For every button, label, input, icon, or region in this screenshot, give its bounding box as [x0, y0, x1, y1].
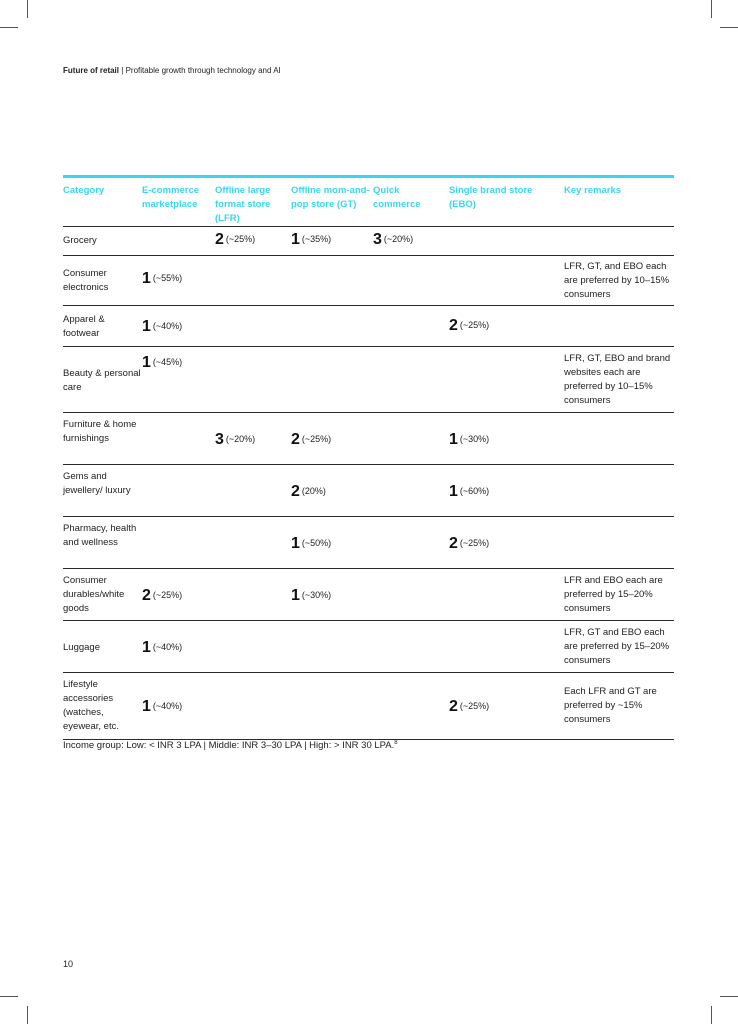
share-value: (~55%) [152, 273, 183, 283]
rank-value: 3 [215, 431, 224, 448]
rank-value: 1 [291, 587, 300, 604]
footnote-reference: 8 [394, 740, 398, 746]
remark-cell: LFR, GT, and EBO each are preferred by 10–15% consumers [564, 261, 670, 300]
rank-value: 1 [142, 698, 151, 715]
table-row [63, 621, 674, 673]
table-row [63, 569, 674, 621]
column-header-gt: Offline mom-and-pop store (GT) [291, 185, 370, 210]
category-cell: Consumer electronics [63, 268, 109, 293]
running-header [63, 66, 281, 75]
remark-cell: LFR and EBO each are preferred by 15–20% consumers [564, 575, 663, 614]
table-row [63, 673, 674, 740]
rank-value: 2 [291, 483, 300, 500]
page-number: 10 [63, 959, 74, 969]
category-cell: Beauty & personal care [63, 368, 141, 393]
rank-cell [449, 536, 561, 551]
table-row [63, 227, 674, 256]
table-row [63, 347, 674, 413]
table-row [63, 465, 674, 517]
column-header-ecommerce: E-commerce marketplace [142, 185, 200, 210]
channel-preference-table [63, 175, 674, 740]
crop-mark [720, 27, 738, 28]
crop-mark [27, 1006, 28, 1024]
share-value: (~20%) [383, 234, 414, 244]
share-value: (~30%) [459, 434, 490, 444]
share-value: (~25%) [301, 434, 332, 444]
rank-cell [142, 588, 214, 603]
rank-value: 2 [142, 587, 151, 604]
share-value: (~25%) [459, 701, 490, 711]
table-row [63, 256, 674, 306]
share-value: (~35%) [301, 234, 332, 244]
share-value: (~25%) [152, 590, 183, 600]
rank-cell [142, 699, 214, 714]
rank-cell [142, 271, 214, 286]
share-value: (~20%) [225, 434, 256, 444]
rank-cell [142, 640, 214, 655]
remark-cell: Each LFR and GT are preferred by ~15% consumers [564, 686, 657, 725]
share-value: (20%) [301, 486, 326, 496]
rank-value: 2 [291, 431, 300, 448]
rank-cell [215, 232, 289, 247]
rank-value: 3 [373, 231, 382, 248]
category-cell: Lifestyle accessories (watches, eyewear, etc. [63, 679, 119, 732]
rank-cell [291, 588, 371, 603]
header-separator: | [121, 66, 124, 75]
header-subtitle: Profitable growth through technology and AI [125, 66, 281, 75]
rank-value: 1 [142, 639, 151, 656]
table-row [63, 413, 674, 465]
share-value: (~40%) [152, 701, 183, 711]
rank-value: 1 [449, 431, 458, 448]
crop-mark [720, 996, 738, 997]
rank-cell [449, 432, 561, 447]
crop-mark [711, 0, 712, 18]
rank-cell [142, 355, 214, 370]
income-group-note [63, 740, 398, 751]
note-text: Income group: Low: < INR 3 LPA | Middle: INR 3–30 LPA | High: > INR 30 LPA. [63, 740, 395, 752]
rank-value: 1 [449, 483, 458, 500]
column-header-ebo: Single brand store (EBO) [449, 185, 533, 210]
category-cell: Pharmacy, health and wellness [63, 523, 137, 548]
rank-value: 1 [142, 354, 151, 371]
rank-value: 1 [291, 231, 300, 248]
share-value: (~25%) [459, 320, 490, 330]
share-value: (~45%) [152, 357, 183, 367]
rank-cell [291, 536, 371, 551]
share-value: (~25%) [225, 234, 256, 244]
category-cell: Grocery [63, 235, 97, 246]
crop-mark [0, 996, 18, 997]
header-title: Future of retail [63, 66, 120, 75]
rank-cell [373, 232, 447, 247]
rank-value: 1 [142, 318, 151, 335]
share-value: (~30%) [301, 590, 332, 600]
table-row [63, 306, 674, 347]
rank-cell [449, 318, 561, 333]
crop-mark [711, 1006, 712, 1024]
column-header-lfr: Offline large format store (LFR) [215, 185, 271, 224]
share-value: (~25%) [459, 538, 490, 548]
crop-mark [27, 0, 28, 18]
column-header-remarks: Key remarks [564, 185, 622, 196]
rank-cell [291, 432, 371, 447]
share-value: (~40%) [152, 321, 183, 331]
table-header-row [63, 178, 674, 227]
category-cell: Apparel & footwear [63, 314, 105, 339]
table-row [63, 517, 674, 569]
rank-value: 2 [449, 535, 458, 552]
share-value: (~50%) [301, 538, 332, 548]
rank-cell [291, 484, 371, 499]
category-cell: Furniture & home furnishings [63, 419, 137, 444]
category-cell: Consumer durables/white goods [63, 575, 125, 614]
remark-cell: LFR, GT and EBO each are preferred by 15–20% consumers [564, 627, 670, 666]
rank-cell [449, 699, 561, 714]
category-cell: Luggage [63, 642, 100, 653]
share-value: (~40%) [152, 642, 183, 652]
rank-value: 2 [215, 231, 224, 248]
column-header-category: Category [63, 185, 105, 196]
rank-cell [215, 432, 289, 447]
rank-cell [291, 232, 371, 247]
column-header-quick-commerce: Quick commerce [373, 185, 421, 210]
share-value: (~60%) [459, 486, 490, 496]
rank-value: 2 [449, 317, 458, 334]
category-cell: Gems and jewellery/ luxury [63, 471, 131, 496]
rank-cell [449, 484, 561, 499]
rank-cell [142, 319, 214, 334]
remark-cell: LFR, GT, EBO and brand websites each are preferred by 10–15% consumers [564, 353, 671, 406]
rank-value: 1 [291, 535, 300, 552]
rank-value: 1 [142, 270, 151, 287]
rank-value: 2 [449, 698, 458, 715]
crop-mark [0, 27, 18, 28]
